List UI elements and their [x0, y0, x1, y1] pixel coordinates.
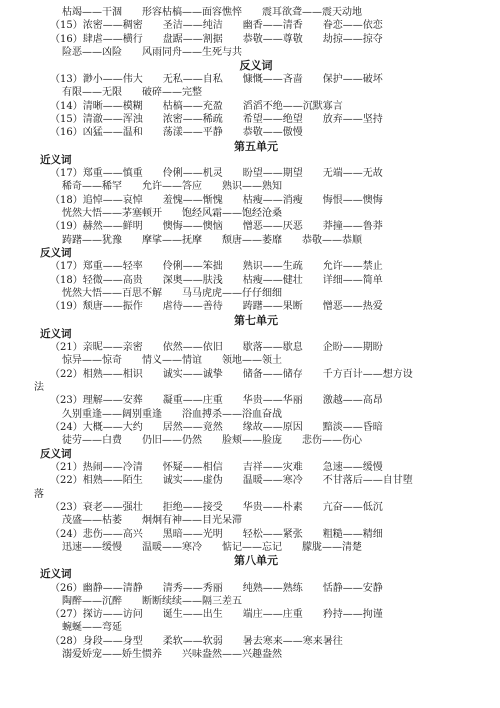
- word-pair-line: 迅速——缓慢 温暖——寒冷 惦记——忘记 朦胧——清楚: [62, 541, 362, 553]
- word-pair-line: （19）赫然——鲜明 懊悔——懊恼 憎恶——厌恶 莽撞——鲁莽: [50, 221, 383, 233]
- word-pair-line: 有限——无限 破碎——完整: [62, 87, 202, 99]
- word-pair-line: 徒劳——白费 仍旧——仍然 脸颊——脸庞 悲伤——伤心: [62, 435, 362, 447]
- word-pair-line: 溺爱娇宠——娇生惯养 兴味盎然——兴趣盎然: [62, 649, 282, 661]
- word-pair-line: （28）身段——身型 柔软——软弱 暑去寒来——寒来暑往: [50, 635, 343, 647]
- word-pair-line: 茂盛——枯萎 炯炯有神——目光呆滞: [62, 515, 242, 527]
- section-heading: 近义词: [40, 568, 72, 581]
- word-pair-line: （21）亲昵——亲密 依然——依旧 歇落——歇息 企盼——期盼: [50, 342, 383, 354]
- word-pair-line: （24）大概——大约 居然——竟然 缘故——原因 黯淡——昏暗: [50, 421, 383, 433]
- word-pair-line: （16）凶猛——温和 荡漾——平静 恭敬——傲慢: [50, 127, 303, 139]
- word-pair-line: 蜿蜒——弯延: [62, 622, 122, 634]
- word-pair-line: （27）探访——访问 诞生——出生 端庄——庄重 矜持——拘谨: [50, 609, 383, 621]
- word-pair-line: 落: [34, 488, 44, 500]
- word-pair-line: 法: [34, 382, 44, 394]
- word-pair-line: 陶醉——沉醉 断断续续——隔三差五: [62, 595, 242, 607]
- word-pair-line: 枯竭——干涸 形容枯槁——面容憔悴 震耳欲聋——震天动地: [62, 7, 362, 18]
- word-pair-line: （18）追悼——哀悼 羞愧——惭愧 枯瘦——消瘦 悔恨——懊悔: [50, 194, 383, 206]
- word-pair-line: 踌躇——犹豫 摩挲——抚摩 颓唐——萎靡 恭敬——恭顺: [62, 234, 362, 246]
- word-pair-line: （22）相熟——相识 诚实——诚挚 储备——储存 千方百计——想方设: [50, 368, 413, 380]
- word-pair-line: （15）浓密——稠密 圣洁——纯洁 幽香——清香 眷恋——依恋: [50, 20, 383, 32]
- word-pair-line: 久别重逢——阔别重逢 浴血搏杀——浴血奋战: [62, 408, 282, 420]
- section-heading: 近义词: [40, 327, 72, 340]
- section-heading: 反义词: [40, 246, 72, 259]
- unit-heading: 第七单元: [234, 313, 278, 327]
- word-pair-line: （17）郑重——慎重 伶俐——机灵 盼望——期望 无端——无故: [50, 168, 383, 180]
- word-pair-line: （17）郑重——轻率 伶俐——笨拙 熟识——生疏 允许——禁止: [50, 261, 383, 273]
- word-pair-line: 险恶——凶险 风雨同舟——生死与共: [62, 46, 242, 58]
- word-pair-line: （23）理解——安葬 凝重——庄重 华贵——华丽 激越——高昂: [50, 395, 383, 407]
- word-pair-line: 恍然大悟——茅塞顿开 饱经风霜——饱经沧桑: [62, 208, 282, 220]
- word-pair-line: （22）相熟——陌生 诚实——虚伪 温暖——寒冷 不甘落后——自甘堕: [50, 475, 413, 487]
- unit-heading: 第五单元: [234, 139, 278, 153]
- word-pair-line: （24）悲伤——高兴 黑暗——光明 轻松——紧张 粗糙——精细: [50, 528, 383, 540]
- word-pair-line: （23）衰老——强壮 拒绝——接受 华贵——朴素 亢奋——低沉: [50, 501, 383, 513]
- word-pair-line: 稀奇——稀罕 允许——答应 熟识——熟知: [62, 181, 282, 193]
- word-pair-line: （15）清澈——浑浊 浓密——稀疏 希望——绝望 放弃——坚持: [50, 114, 383, 126]
- word-pair-line: （18）轻微——高贵 深奥——肤浅 枯瘦——健壮 详细——简单: [50, 274, 383, 286]
- section-heading: 反义词: [40, 447, 72, 460]
- word-pair-line: 惊异——惊奇 情义——情谊 领地——领土: [62, 355, 282, 367]
- word-pair-line: （21）热闹——冷清 怀疑——相信 吉祥——灾难 急速——缓慢: [50, 462, 383, 474]
- word-pair-line: 恍然大悟——百思不解 马马虎虎——仔仔细细: [62, 288, 282, 300]
- word-pair-line: （19）颓唐——振作 虐待——善待 踌躇——果断 憎恶——热爱: [50, 301, 383, 313]
- unit-heading: 第八单元: [234, 554, 278, 568]
- word-pair-line: （14）清晰——模糊 枯槁——充盈 滔滔不绝——沉默寡言: [50, 100, 343, 112]
- unit-heading: 反义词: [239, 59, 273, 73]
- word-pair-line: （26）幽静——清静 清秀——秀丽 纯熟——熟练 恬静——安静: [50, 582, 383, 594]
- word-pair-line: （13）渺小——伟大 无私——自私 慷慨——吝啬 保护——破坏: [50, 74, 383, 86]
- word-pair-line: （16）肆虐——横行 盘踞——割据 恭敬——尊敬 劫掠——掠夺: [50, 33, 383, 45]
- section-heading: 近义词: [40, 153, 72, 166]
